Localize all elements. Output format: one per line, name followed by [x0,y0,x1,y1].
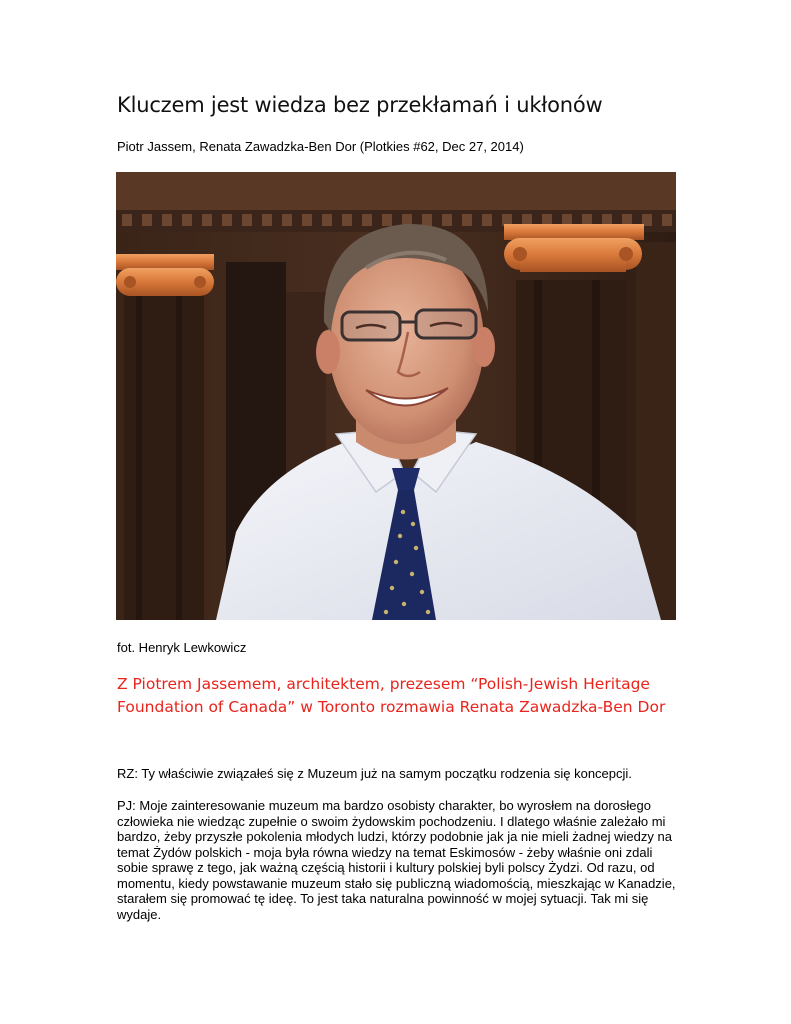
article-title: Kluczem jest wiedza bez przekłamań i ukłonów [117,93,603,117]
lead-line-2: Foundation of Canada” w Toronto rozmawia Renata Zawadzka-Ben Dor [117,698,666,716]
answer-line: wydaje. [117,906,162,922]
answer-line: starałem się promować tę ideę. To jest taka naturalna powinność w mojej sytuacji. Tak mi się [117,891,649,906]
interview-lead [117,673,677,719]
article-byline: Piotr Jassem, Renata Zawadzka-Ben Dor (Plotkies #62, Dec 27, 2014) [117,139,524,154]
answer-line: człowieka nie wiedząc zupełnie o swoim żydowskim pochodzeniu. I dlatego właśnie zależało mi [117,813,666,829]
question-paragraph: RZ: Ty właściwie związałeś się z Muzeum już na samym początku rodzenia się koncepcji. [117,766,632,781]
answer-line: PJ: Moje zainteresowanie muzeum ma bardzo osobisty charakter, bo wyrosłem na dorosłego [117,798,651,813]
answer-line: temat Żydów polskich - moja była równa wiedzy na temat Eskimosów - żeby właśnie oni zdali [117,844,653,860]
answer-paragraph [117,798,687,922]
lead-line-1: Z Piotrem Jassemem, architektem, prezesem “Polish-Jewish Heritage [117,675,650,693]
answer-line: momentu, kiedy powstawanie muzeum stało się publiczną wiadomością, mieszkając w Kanadzie, [117,875,676,891]
answer-line: sobie sprawę z tego, jak ważną częścią historii i kultury polskiej byli polscy Żydzi. Od razu, od [117,860,655,875]
photo-caption: fot. Henryk Lewkowicz [117,640,247,655]
portrait-photo [116,172,676,620]
answer-line: bardzo, żeby przyszłe pokolenia młodych ludzi, którzy podobnie jak ja nie mieli żadnej wiedzy na [117,829,672,844]
